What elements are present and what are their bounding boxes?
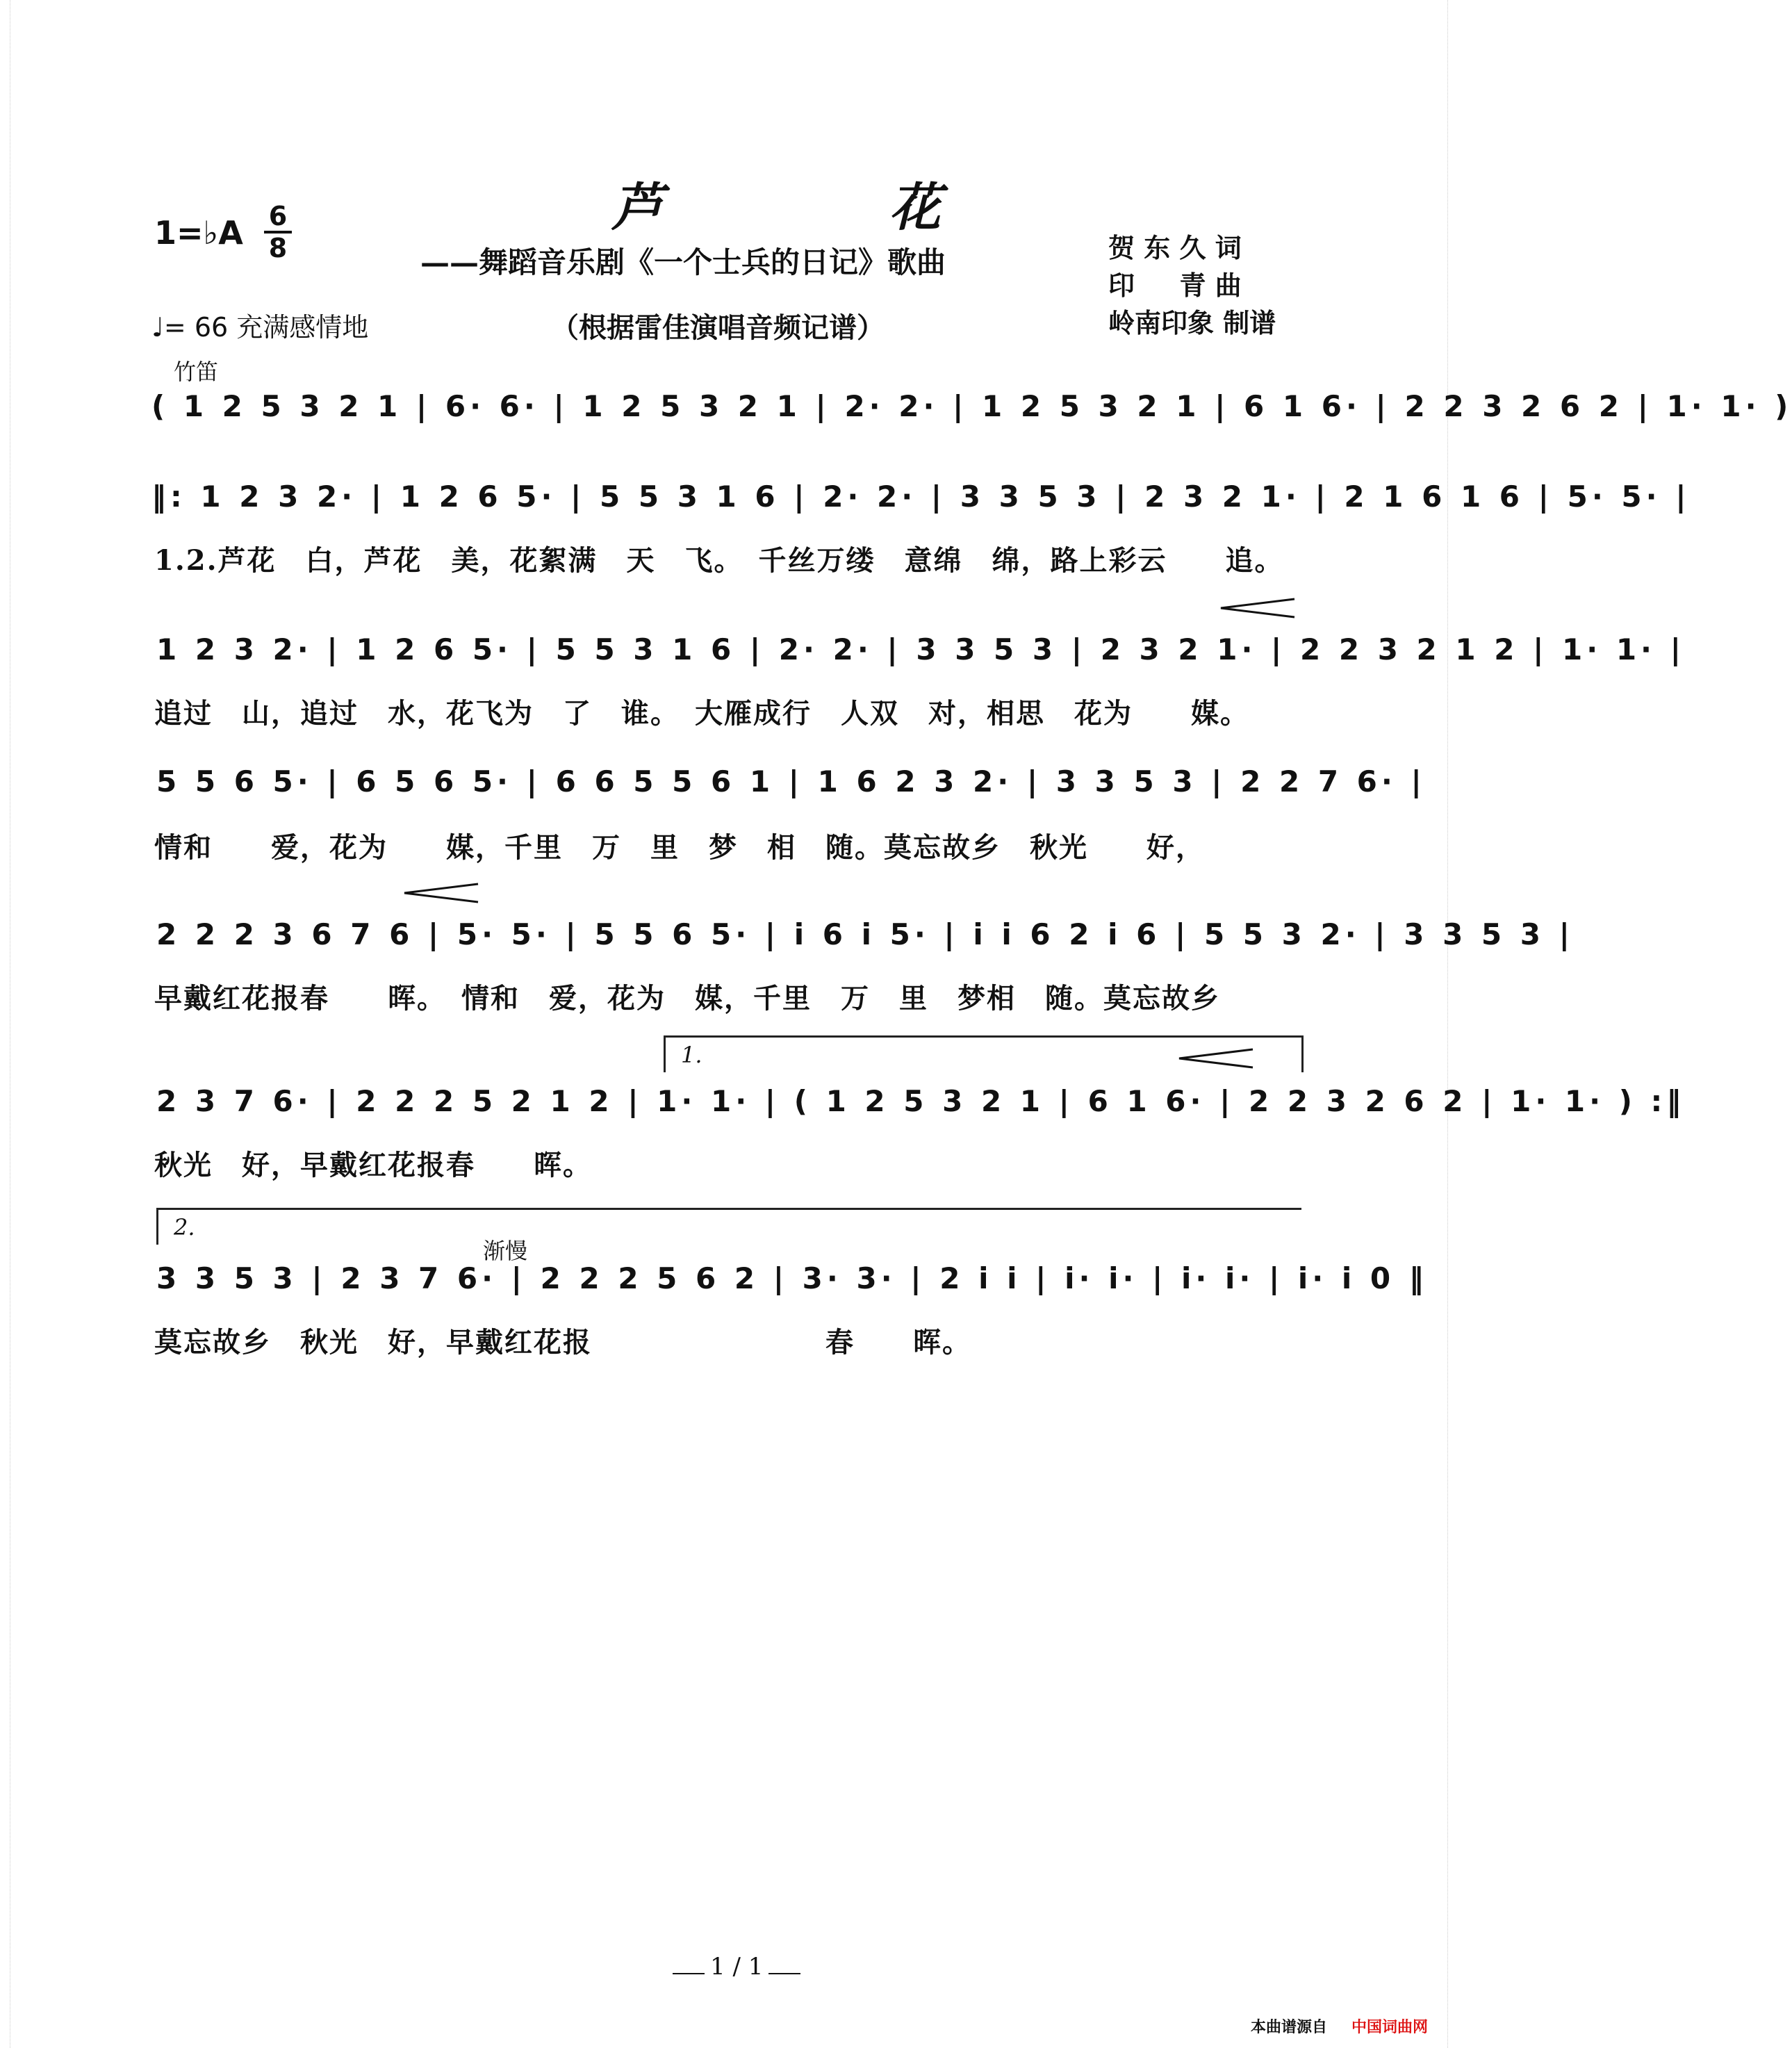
transcriber-credit: 岭南印象 制谱 <box>1108 307 1276 338</box>
credits-block <box>1108 229 1276 342</box>
tempo-marking: ♩= 66 充满感情地 <box>151 312 369 343</box>
composer-credit: 印 青 曲 <box>1108 270 1242 301</box>
volta-2-label: 2. <box>174 1214 195 1240</box>
score-line-7: 3 3 5 3 | 2 3 7 6· | 2 2 2 5 6 2 | 3· 3· | 2 i i | i· i· | i· i· | i· i 0 ‖ <box>156 1261 1428 1295</box>
score-line-3: 1 2 3 2· | 1 2 6 5· | 5 5 3 1 6 | 2· 2· | 3 3 5 3 | 2 3 2 1· | 2 2 3 2 1 2 | 1· 1· | <box>156 632 1685 666</box>
page-number <box>667 1953 806 1981</box>
score-line-2: ‖: 1 2 3 2· | 1 2 6 5· | 5 5 3 1 6 | 2· 2· | 3 3 5 3 | 2 3 2 1· | 2 1 6 1 6 | 5· 5· | <box>151 480 1691 514</box>
lyrics-line-6: 秋光 好，早戴红花报春 晖。 <box>154 1149 592 1181</box>
lyrics-line-2: 1.2.芦花 白，芦花 美，花絮满 天 飞。 千丝万缕 意绵 绵，路上彩云 追。 <box>154 544 1284 577</box>
lyrics-line-5: 早戴红花报春 晖。 情和 爱，花为 媒，千里 万 里 梦相 随。莫忘故乡 <box>154 982 1220 1015</box>
score-line-4: 5 5 6 5· | 6 5 6 5· | 6 6 5 5 6 1 | 1 6 2 3 2· | 3 3 5 3 | 2 2 7 6· | <box>156 764 1426 798</box>
lyrics-line-3: 追过 山，追过 水，花飞为 了 谁。 大雁成行 人双 对，相思 花为 媒。 <box>154 697 1249 730</box>
song-subtitle: ——舞蹈音乐剧《一个士兵的日记》歌曲 <box>420 245 946 279</box>
ritardando-label: 渐慢 <box>483 1238 528 1264</box>
transcription-source: （根据雷佳演唱音频记谱） <box>551 311 885 344</box>
page-number-text: 1 / 1 <box>710 1953 764 1981</box>
volta-bracket-2 <box>156 1208 1301 1245</box>
right-margin-strip <box>1447 0 1458 2048</box>
crescendo-hairpin-2 <box>403 883 479 903</box>
key-signature: 1=♭A <box>154 214 243 252</box>
time-signature-top: 6 <box>268 201 288 231</box>
score-line-6: 2 3 7 6· | 2 2 2 5 2 1 2 | 1· 1· | ( 1 2 5 3 2 1 | 6 1 6· | 2 2 3 2 6 2 | 1· 1· ) :‖ <box>156 1084 1686 1118</box>
footer-site-logo[interactable]: 中国词曲网 <box>1351 2019 1429 2036</box>
crescendo-hairpin-1 <box>1219 598 1296 619</box>
lyricist-credit: 贺 东 久 词 <box>1108 232 1242 263</box>
lyrics-line-4: 情和 爱，花为 媒，千里 万 里 梦 相 随。莫忘故乡 秋光 好， <box>154 831 1205 864</box>
crescendo-hairpin-3 <box>1178 1048 1254 1069</box>
page-number-right-rule <box>768 1973 800 1974</box>
song-title: 芦 花 <box>611 178 1045 238</box>
time-signature-bottom: 8 <box>268 233 288 263</box>
instrument-label: 竹笛 <box>174 359 219 385</box>
left-margin-strip <box>0 0 10 2048</box>
score-line-5: 2 2 2 3 6 7 6 | 5· 5· | 5 5 6 5· | i 6 i 5· | i i 6 2 i 6 | 5 5 3 2· | 3 3 5 3 | <box>156 917 1574 951</box>
score-line-1: ( 1 2 5 3 2 1 | 6· 6· | 1 2 5 3 2 1 | 2· 2· | 1 2 5 3 2 1 | 6 1 6· | 2 2 3 2 6 2 | 1· 1· ) <box>151 389 1792 423</box>
footer-source-text: 本曲谱源自 <box>1251 2019 1328 2036</box>
lyrics-line-7: 莫忘故乡 秋光 好，早戴红花报 春 晖。 <box>154 1326 971 1359</box>
page-number-left-rule <box>673 1973 705 1974</box>
volta-1-label: 1. <box>681 1042 702 1068</box>
time-signature <box>264 203 292 261</box>
